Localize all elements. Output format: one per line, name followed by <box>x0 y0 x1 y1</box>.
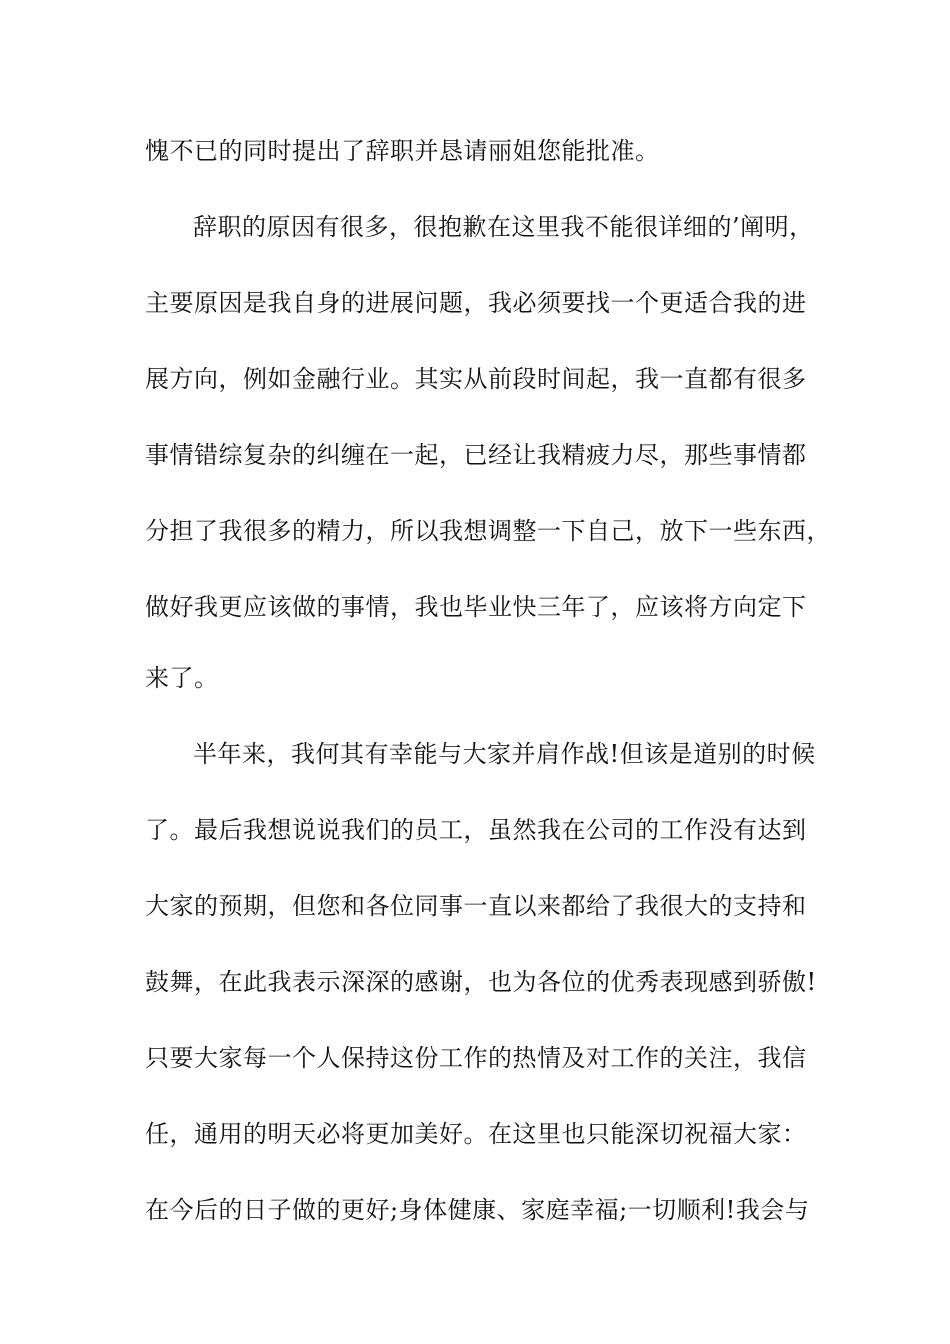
text-line-5: 事情错综复杂的纠缠在一起，已经让我精疲力尽，那些事情都 <box>145 441 807 469</box>
text-line-13: 只要大家每一个人保持这份工作的热情及对工作的关注，我信 <box>145 1044 807 1072</box>
text-line-3: 主要原因是我自身的进展问题，我必须要找一个更适合我的进 <box>145 289 807 317</box>
text-line-8: 来了。 <box>145 664 219 692</box>
text-line-7: 做好我更应该做的事情，我也毕业快三年了，应该将方向定下 <box>145 593 807 621</box>
text-line-15: 在今后的日子做的更好;身体健康、家庭幸福;一切顺利!我会与 <box>145 1196 810 1224</box>
paragraph-start-farewell: 半年来，我何其有幸能与大家并肩作战!但该是道别的时候 <box>193 740 816 768</box>
text-line-14: 任，通用的明天必将更加美好。在这里也只能深切祝福大家： <box>145 1120 807 1148</box>
text-line-12: 鼓舞，在此我表示深深的感谢，也为各位的优秀表现感到骄傲! <box>145 968 817 996</box>
paragraph-start-reason: 辞职的原因有很多，很抱歉在这里我不能很详细的’阐明， <box>193 213 814 241</box>
text-line-6: 分担了我很多的精力，所以我想调整一下自己，放下一些东西， <box>145 517 831 545</box>
text-line-10: 了。最后我想说说我们的员工，虽然我在公司的工作没有达到 <box>145 816 807 844</box>
text-line-4: 展方向，例如金融行业。其实从前段时间起，我一直都有很多 <box>145 365 807 393</box>
text-line-11: 大家的预期，但您和各位同事一直以来都给了我很大的支持和 <box>145 892 807 920</box>
text-line-1: 愧不已的同时提出了辞职并恳请丽姐您能批准。 <box>145 137 660 165</box>
